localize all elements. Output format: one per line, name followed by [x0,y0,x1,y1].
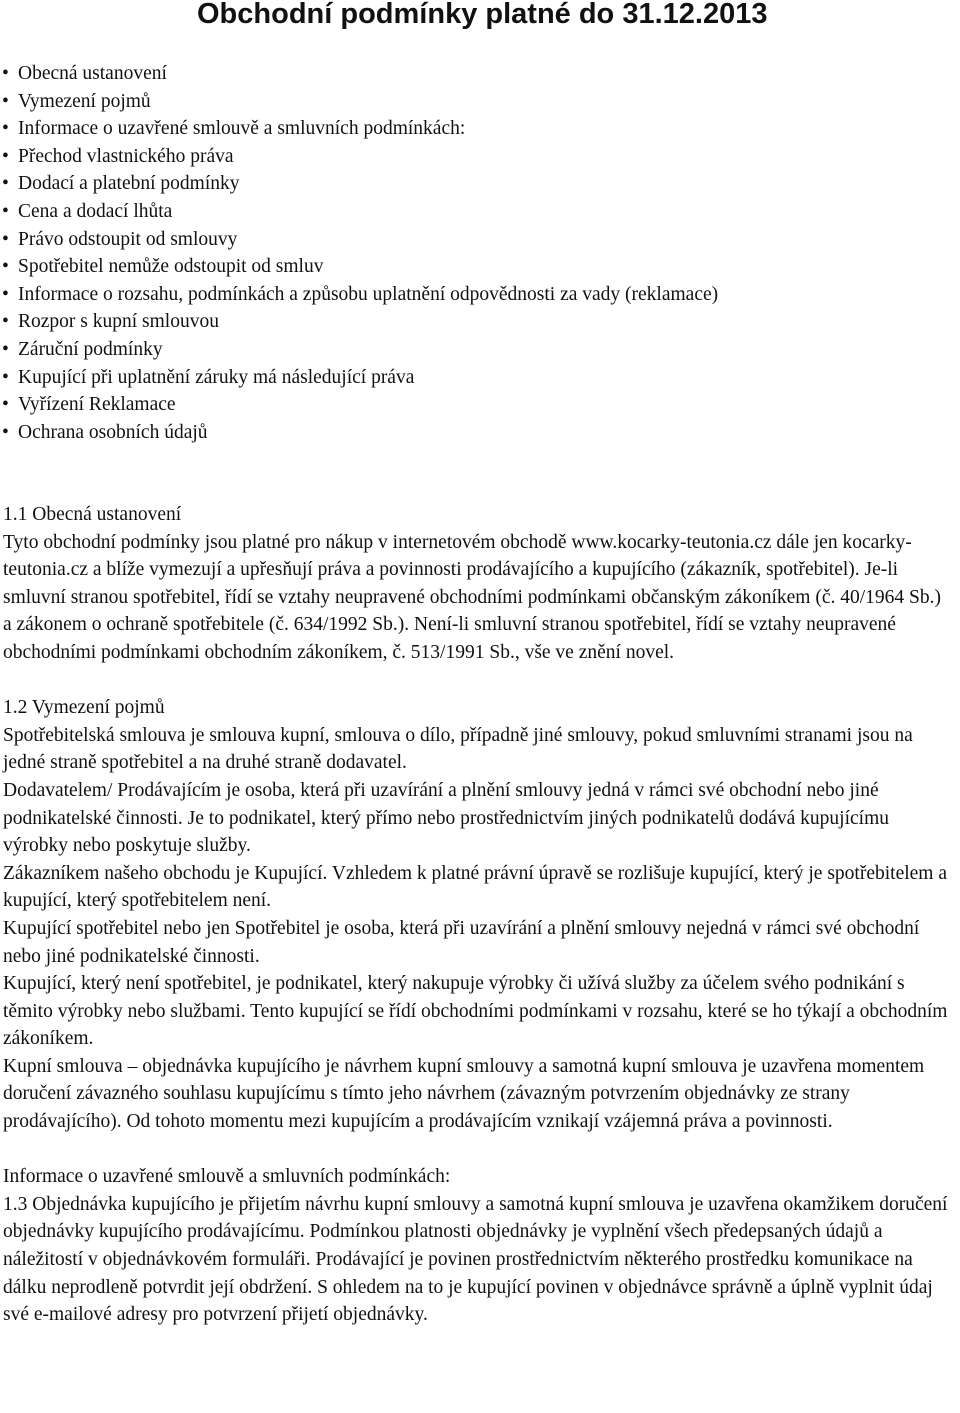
toc-item-label: Obecná ustanovení [18,63,167,84]
paragraph: Tyto obchodní podmínky jsou platné pro nákup v internetovém obchodě www.kocarky-teutonia.cz dále jen kocarky-teutonia.cz a blíže vymezují a upřesňují práva a povinnosti prodávajícího a kupujícího (zákazník, spotřebitel). Je-li smluvní stranou spotřebitel, řídí se vztahy neupravené obchodními podmínkami občanským zákoníkem (č. 40/1964 Sb.) a zákonem o ochraně spotřebitele (č. 634/1992 Sb.). Není-li smluvní stranou spotřebitel, řídí se vztahy neupravené obchodními podmínkami obchodním zákoníkem, č. 513/1991 Sb., vše ve znění novel. [3,531,941,663]
toc-item-label: Cena a dodací lhůta [18,200,173,222]
toc-item [0,391,718,419]
toc-item-label: Dodací a platební podmínky [18,173,240,195]
toc-item-label: Právo odstoupit od smlouvy [18,228,238,250]
toc-item-label: Přechod vlastnického práva [18,145,234,167]
toc-item [0,336,718,364]
bullet-icon: • [2,394,9,416]
toc-item [0,253,718,281]
section-heading: 1.1 Obecná ustanovení [3,504,182,525]
paragraph: 1.3 Objednávka kupujícího je přijetím návrhu kupní smlouvy a samotná kupní smlouva je uzavřena okamžikem doručení objednávky kupujícího prodávajícímu. Podmínkou platnosti objednávky je vyplnění všech předepsaných údajů a náležitostí v objednávkovém formuláři. Prodávající je povinen prostřednictvím některého prostředku komunikace na dálku neprodleně potvrdit její obdržení. S ohledem na to je kupující povinen v objednávce správně a úplně vyplnit údaj své e-mailové adresy pro potvrzení přijetí objednávky. [3,1193,948,1326]
toc-item-label: Záruční podmínky [18,338,163,360]
section-heading: Informace o uzavřené smlouvě a smluvních podmínkách: [3,1166,451,1188]
section-heading: 1.2 Vymezení pojmů [3,697,165,719]
paragraph: Kupující spotřebitel nebo jen Spotřebitel je osoba, která při uzavírání a plnění smlouvy nejedná v rámci své obchodní nebo jiné podnikatelské činnosti. [3,917,920,967]
toc-item-label: Rozpor s kupní smlouvou [18,311,219,333]
toc-item [0,419,718,447]
bullet-icon: • [2,338,9,360]
bullet-icon: • [2,228,9,250]
document-body [3,501,951,1329]
bullet-icon: • [2,90,9,112]
toc-item [0,198,718,226]
toc-item [0,60,718,88]
toc-item-label: Ochrana osobních údajů [18,421,208,443]
toc-item [0,143,718,171]
paragraph: Dodavatelem/ Prodávajícím je osoba, která při uzavírání a plnění smlouvy jedná v rámci své obchodní nebo jiné podnikatelské činnosti. Je to podnikatel, který přímo nebo prostřednictvím jiných podnikatelů dodává kupujícímu výrobky nebo poskytuje služby. [3,779,889,857]
toc-item [0,115,718,143]
toc-item [0,88,718,116]
bullet-icon: • [2,145,9,167]
toc-item [0,281,718,309]
toc-item-label: Informace o rozsahu, podmínkách a způsobu uplatnění odpovědnosti za vady (reklamace) [18,283,719,305]
bullet-icon: • [2,200,9,222]
paragraph: Spotřebitelská smlouva je smlouva kupní, smlouva o dílo, případně jiné smlouvy, pokud smluvními stranami jsou na jedné straně spotřebitel a na druhé straně dodavatel. [3,724,913,774]
toc-item-label: Kupující při uplatnění záruky má následující práva [18,366,415,388]
bullet-icon: • [2,421,9,443]
bullet-icon: • [2,311,9,333]
paragraph: Kupující, který není spotřebitel, je podnikatel, který nakupuje výrobky či užívá služby za účelem svého podnikání s těmito výrobky nebo službami. Tento kupující se řídí obchodními podmínkami v rozsahu, které se ho týkají a obchodním zákoníkem. [3,973,948,1050]
toc-item [0,170,718,198]
toc-item [0,226,718,254]
bullet-icon: • [2,366,9,388]
bullet-icon: • [2,256,9,278]
bullet-icon: • [2,118,9,140]
bullet-icon: • [2,283,9,305]
bullet-icon: • [2,63,9,84]
toc-item [0,364,718,392]
section-general-provisions [3,501,951,667]
toc-item-label: Informace o uzavřené smlouvě a smluvních podmínkách: [18,118,466,140]
page-title: Obchodní podmínky platné do 31.12.2013 [197,0,768,30]
table-of-contents [0,60,718,446]
toc-item [0,308,718,336]
toc-item-label: Vymezení pojmů [18,90,151,112]
paragraph: Kupní smlouva – objednávka kupujícího je návrhem kupní smlouvy a samotná kupní smlouva je uzavřena momentem doručení závazného souhlasu kupujícímu s tímto jeho návrhem (závazným potvrzením objednávky ze strany prodávajícího). Od tohoto momentu mezi kupujícím a prodávajícím vznikají vzájemná práva a povinnosti. [3,1055,925,1133]
paragraph: Zákazníkem našeho obchodu je Kupující. Vzhledem k platné právní úpravě se rozlišuje kupující, který je spotřebitelem a kupující, který spotřebitelem není. [3,862,948,912]
toc-item-label: Spotřebitel nemůže odstoupit od smluv [18,256,324,278]
bullet-icon: • [2,173,9,195]
section-contract-information [3,1163,951,1329]
toc-item-label: Vyřízení Reklamace [18,394,176,416]
section-definitions [3,694,951,1136]
